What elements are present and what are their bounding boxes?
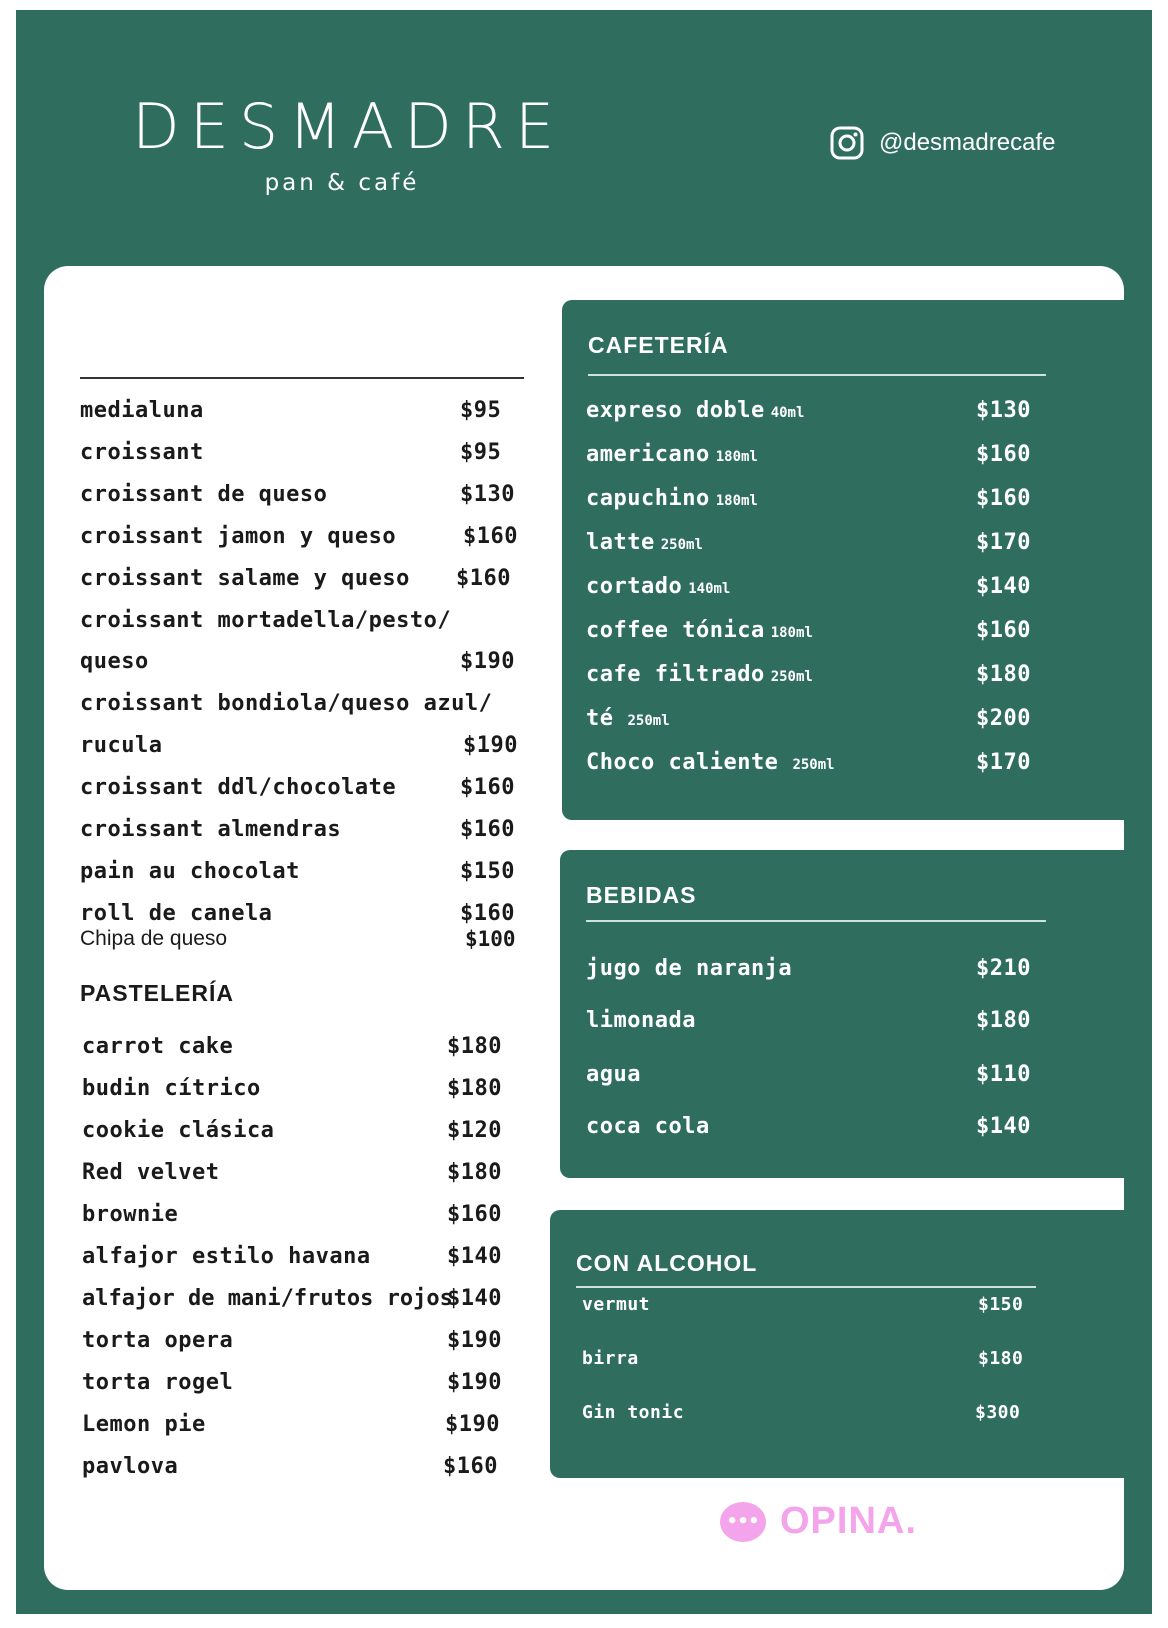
divider bbox=[586, 920, 1046, 922]
menu-item: alfajor estilo havana $140 bbox=[82, 1244, 502, 1269]
watermark-text: OPINA. bbox=[780, 1500, 917, 1542]
con-alcohol-panel bbox=[550, 1210, 1124, 1478]
menu-item: jugo de naranja $210 bbox=[586, 956, 1031, 981]
menu-item: croissant salame y queso $160 bbox=[80, 566, 511, 591]
menu-item: torta opera $190 bbox=[82, 1328, 502, 1353]
menu-card bbox=[44, 266, 1124, 1590]
bebidas-title: BEBIDAS bbox=[586, 882, 697, 908]
menu-item: medialuna $95 bbox=[80, 398, 502, 423]
menu-item: cafe filtrado 250ml $180 bbox=[586, 662, 1031, 687]
menu-item: croissant de queso $130 bbox=[80, 482, 515, 507]
menu-item: budin cítrico $180 bbox=[82, 1076, 502, 1101]
menu-item: coffee tónica 180ml $160 bbox=[586, 618, 1031, 643]
menu-item: croissant mortadella/pesto/ bbox=[80, 608, 452, 633]
menu-item: coca cola $140 bbox=[586, 1114, 1031, 1139]
instagram-icon bbox=[829, 125, 865, 161]
menu-item: agua $110 bbox=[586, 1062, 1031, 1087]
menu-item: limonada $180 bbox=[586, 1008, 1031, 1033]
menu-item: pavlova $160 bbox=[82, 1454, 498, 1479]
menu-item: croissant jamon y queso $160 bbox=[80, 524, 518, 549]
menu-item: americano 180ml $160 bbox=[586, 442, 1031, 467]
con-alcohol-title: CON ALCOHOL bbox=[576, 1250, 758, 1276]
menu-item: cookie clásica $120 bbox=[82, 1118, 502, 1143]
menu-item: croissant almendras $160 bbox=[80, 817, 515, 842]
instagram-text: @desmadrecafe bbox=[879, 129, 1056, 156]
menu-item: pain au chocolat $150 bbox=[80, 859, 515, 884]
instagram-handle[interactable] bbox=[829, 125, 1055, 161]
menu-item: Red velvet $180 bbox=[82, 1160, 502, 1185]
menu-item: Lemon pie $190 bbox=[82, 1412, 500, 1437]
cafeteria-panel bbox=[562, 300, 1124, 820]
menu-item: latte 250ml $170 bbox=[586, 530, 1031, 555]
menu-item: birra $180 bbox=[582, 1348, 1024, 1369]
menu-item: vermut $150 bbox=[582, 1294, 1024, 1315]
menu-item: rucula $190 bbox=[80, 733, 518, 758]
pasteleria-title: PASTELERÍA bbox=[80, 980, 234, 1006]
bebidas-panel bbox=[560, 850, 1124, 1178]
menu-item: roll de canela $160 bbox=[80, 901, 515, 926]
menu-item: expreso doble 40ml $130 bbox=[586, 398, 1031, 423]
brand-tagline: pan & café bbox=[264, 170, 420, 196]
menu-item: croissant $95 bbox=[80, 440, 502, 465]
menu-item: Gin tonic $300 bbox=[582, 1402, 1021, 1423]
brand-name: DESMADRE bbox=[132, 90, 565, 163]
watermark bbox=[720, 1500, 917, 1543]
menu-item: croissant ddl/chocolate $160 bbox=[80, 775, 515, 800]
divider bbox=[588, 374, 1046, 376]
chat-bubble-icon: ••• bbox=[720, 1502, 766, 1542]
menu-item: croissant bondiola/queso azul/ bbox=[80, 691, 493, 716]
menu-item: capuchino 180ml $160 bbox=[586, 486, 1031, 511]
divider bbox=[80, 377, 524, 379]
logo bbox=[132, 90, 565, 196]
menu-item: Chipa de queso $100 bbox=[80, 927, 516, 951]
menu-item: brownie $160 bbox=[82, 1202, 502, 1227]
divider bbox=[576, 1286, 1036, 1288]
menu-item: té 250ml $200 bbox=[586, 706, 1031, 731]
menu-item: cortado 140ml $140 bbox=[586, 574, 1031, 599]
menu-item: queso $190 bbox=[80, 649, 515, 674]
menu-item: alfajor de mani/frutos rojos $140 bbox=[82, 1286, 502, 1311]
menu-item: Choco caliente 250ml $170 bbox=[586, 750, 1031, 775]
menu-item: carrot cake $180 bbox=[82, 1034, 502, 1059]
cafeteria-title: CAFETERÍA bbox=[588, 332, 729, 358]
menu-item: torta rogel $190 bbox=[82, 1370, 502, 1395]
